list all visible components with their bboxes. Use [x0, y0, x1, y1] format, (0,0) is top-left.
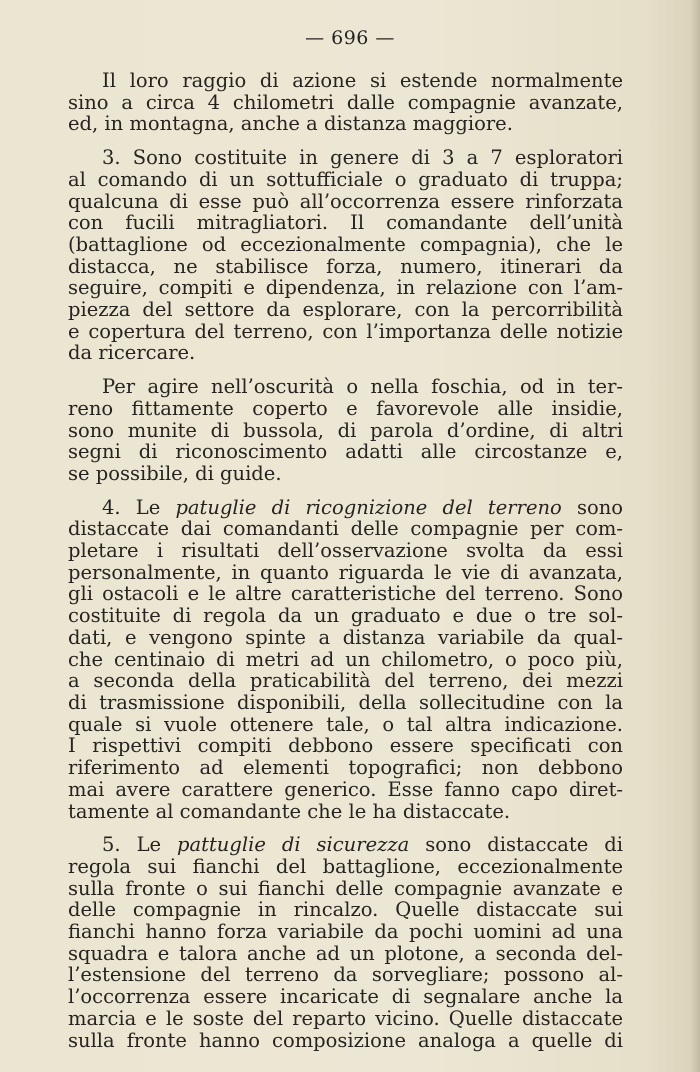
paragraph-4-ricognizione: [68, 497, 623, 823]
text-line: pletare i risultati dell’osservazione svolta da essi: [68, 539, 623, 563]
text-line: dati, e vengono spinte a distanza variabile da qual-: [68, 625, 623, 649]
text-line: tamente al comandante che le ha distaccate.: [68, 799, 511, 823]
text-line: mai avere carattere generico. Esse fanno capo diret-: [68, 777, 623, 801]
text-line: sulla fronte hanno composizione analoga a quelle di: [68, 1028, 623, 1052]
body-text: [68, 70, 623, 1063]
text-line: di trasmissione disponibili, della sollecitudine con la: [68, 690, 623, 714]
text-line: regola sui fianchi del battaglione, eccezionalmente: [68, 854, 623, 878]
text-line: Il loro raggio di azione si estende normalmente: [102, 69, 623, 92]
text-line: 5. Le pattuglie di sicurezza sono distaccate di: [102, 833, 623, 857]
text-line: l’occorrenza essere incaricate di segnalare anche la: [68, 985, 623, 1009]
paragraph-range: [68, 70, 623, 135]
page-number: — 696 —: [305, 27, 395, 49]
text-line: squadra e talora anche ad un plotone, a seconda del-: [68, 941, 623, 965]
text-line: qualcuna di esse può all’occorrenza essere rinforzata: [68, 189, 623, 213]
text-line: quale si vuole ottenere tale, o tal altra indicazione.: [68, 712, 623, 736]
paragraph-oscurita: [68, 376, 623, 485]
text-line: con fucili mitragliatori. Il comandante dell’unità: [68, 211, 623, 235]
text-line: da ricercare.: [68, 341, 196, 365]
text-line: piezza del settore da esplorare, con la percorribilità: [68, 298, 623, 322]
text-line: marcia e le soste del reparto vicino. Quelle distaccate: [68, 1006, 623, 1030]
text-line: costituite di regola da un graduato e due o tre sol-: [68, 604, 623, 628]
text-line: e copertura del terreno, con l’importanza delle notizie: [68, 319, 623, 343]
text-line: delle compagnie in rincalzo. Quelle distaccate sui: [68, 898, 623, 922]
text-line: (battaglione od eccezionalmente compagnia), che le: [68, 232, 623, 256]
text-line: fianchi hanno forza variabile da pochi uomini ad una: [68, 920, 623, 944]
page-edge-shadow: [690, 0, 700, 1072]
text-line: sino a circa 4 chilometri dalle compagnie avanzate,: [68, 90, 623, 114]
text-line: 4. Le patuglie di ricognizione del terreno sono: [102, 495, 623, 519]
text-line: distacca, ne stabilisce forza, numero, itinerari da: [68, 254, 623, 278]
text-line: distaccate dai comandanti delle compagnie per com-: [68, 517, 623, 541]
text-line: riferimento ad elementi topografici; non debbono: [68, 756, 623, 780]
text-line: reno fittamente coperto e favorevole alle insidie,: [68, 396, 623, 420]
paragraph-3-esploratori: [68, 147, 623, 364]
text-line: ed, in montagna, anche a distanza maggiore.: [68, 112, 513, 136]
text-line: sulla fronte o sui fianchi delle compagnie avanzate e: [68, 876, 623, 900]
text-line: gli ostacoli e le altre caratteristiche del terreno. Sono: [68, 582, 623, 606]
text-line: Per agire nell’oscurità o nella foschia, od in ter-: [102, 375, 623, 399]
text-line: personalmente, in quanto riguarda le vie di avanzata,: [68, 560, 623, 584]
text-line: segni di riconoscimento adatti alle circostanze e,: [68, 440, 623, 464]
text-line: l’estensione del terreno da sorvegliare; possono al-: [68, 963, 623, 987]
text-line: al comando di un sottufficiale o graduato di truppa;: [68, 167, 623, 191]
text-line: se possibile, di guide.: [68, 461, 282, 485]
text-line: I rispettivi compiti debbono essere specificati con: [68, 734, 623, 758]
text-line: 3. Sono costituite in genere di 3 a 7 esploratori: [102, 146, 623, 170]
text-line: a seconda della praticabilità del terreno, dei mezzi: [68, 669, 623, 693]
text-line: seguire, compiti e dipendenza, in relazione con l’am-: [68, 276, 623, 300]
text-line: sono munite di bussola, di parola d’ordine, di altri: [68, 418, 623, 442]
paragraph-5-sicurezza: [68, 834, 623, 1051]
text-line: che centinaio di metri ad un chilometro, o poco più,: [68, 647, 623, 671]
